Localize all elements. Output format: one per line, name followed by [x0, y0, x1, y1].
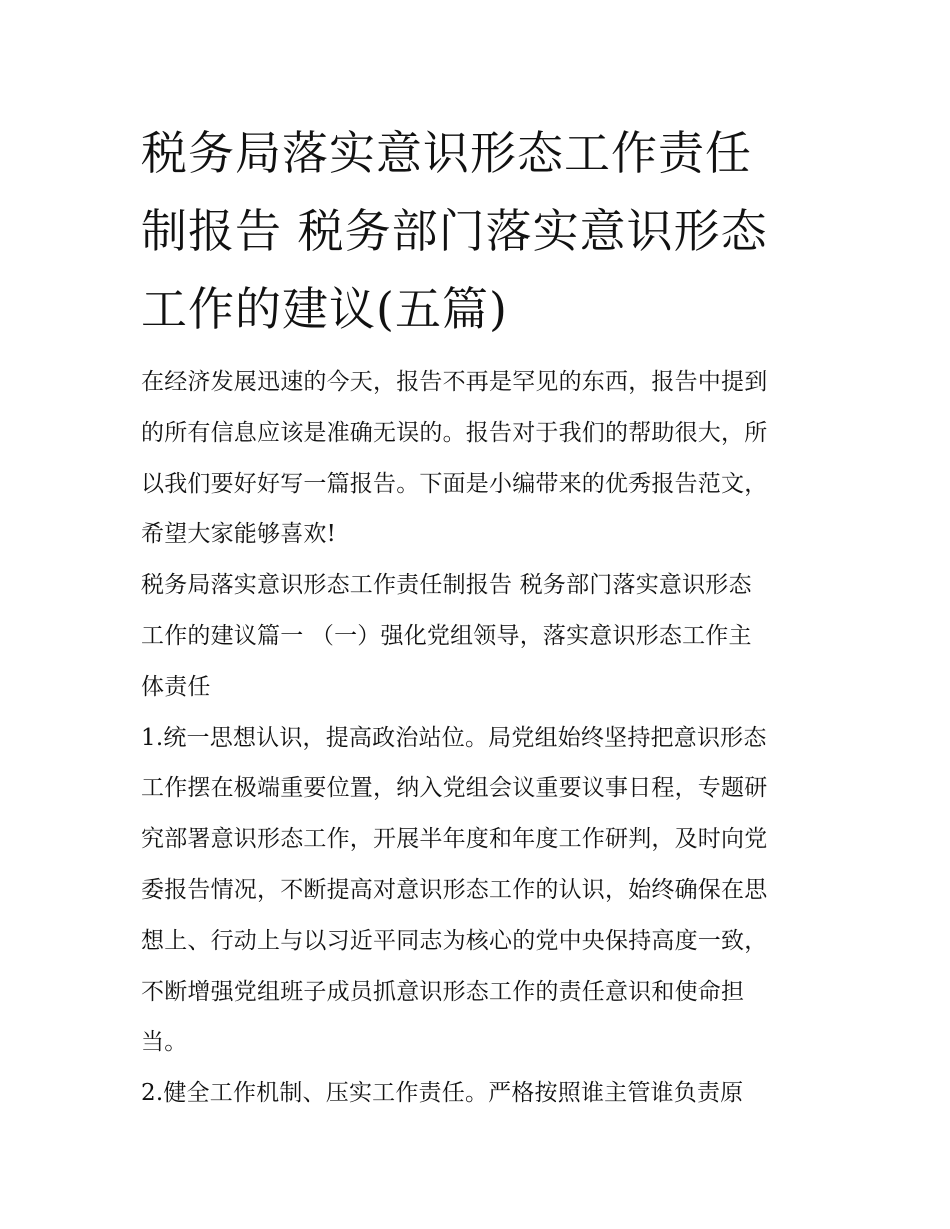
document-body — [141, 357, 821, 1119]
body-line: 委报告情况，不断提高对意识形态工作的认识，始终确保在思 — [141, 876, 768, 903]
section-heading-line: 工作的建议篇一 （一）强化党组领导，落实意识形态工作主 — [141, 622, 752, 649]
body-line: 当。 — [141, 1029, 188, 1056]
title-line: 制报告 税务部门落实意识形态 — [141, 204, 768, 258]
body-line: 在经济发展迅速的今天，报告不再是罕见的东西，报告中提到 — [141, 369, 768, 395]
body-line: 1.统一思想认识，提高政治站位。局党组始终坚持把意识形态 — [141, 724, 767, 751]
body-line: 的所有信息应该是准确无误的。报告对于我们的帮助很大，所 — [141, 419, 768, 446]
title-line: 工作的建议(五篇) — [141, 282, 508, 336]
title-line: 税务局落实意识形态工作责任 — [141, 126, 752, 180]
body-line: 以我们要好好写一篇报告。下面是小编带来的优秀报告范文， — [141, 470, 768, 497]
section-heading-line: 税务局落实意识形态工作责任制报告 税务部门落实意识形态 — [141, 572, 752, 599]
body-line: 工作摆在极端重要位置，纳入党组会议重要议事日程，专题研 — [141, 775, 768, 802]
document-title — [141, 114, 821, 348]
body-line: 2.健全工作机制、压实工作责任。严格按照谁主管谁负责原 — [141, 1080, 744, 1107]
body-line: 希望大家能够喜欢! — [141, 521, 337, 548]
section-heading-line: 体责任 — [141, 673, 211, 700]
body-line: 想上、行动上与以习近平同志为核心的党中央保持高度一致， — [141, 927, 768, 954]
body-line: 究部署意识形态工作，开展半年度和年度工作研判，及时向党 — [141, 826, 768, 853]
body-line: 不断增强党组班子成员抓意识形态工作的责任意识和使命担 — [141, 978, 745, 1005]
